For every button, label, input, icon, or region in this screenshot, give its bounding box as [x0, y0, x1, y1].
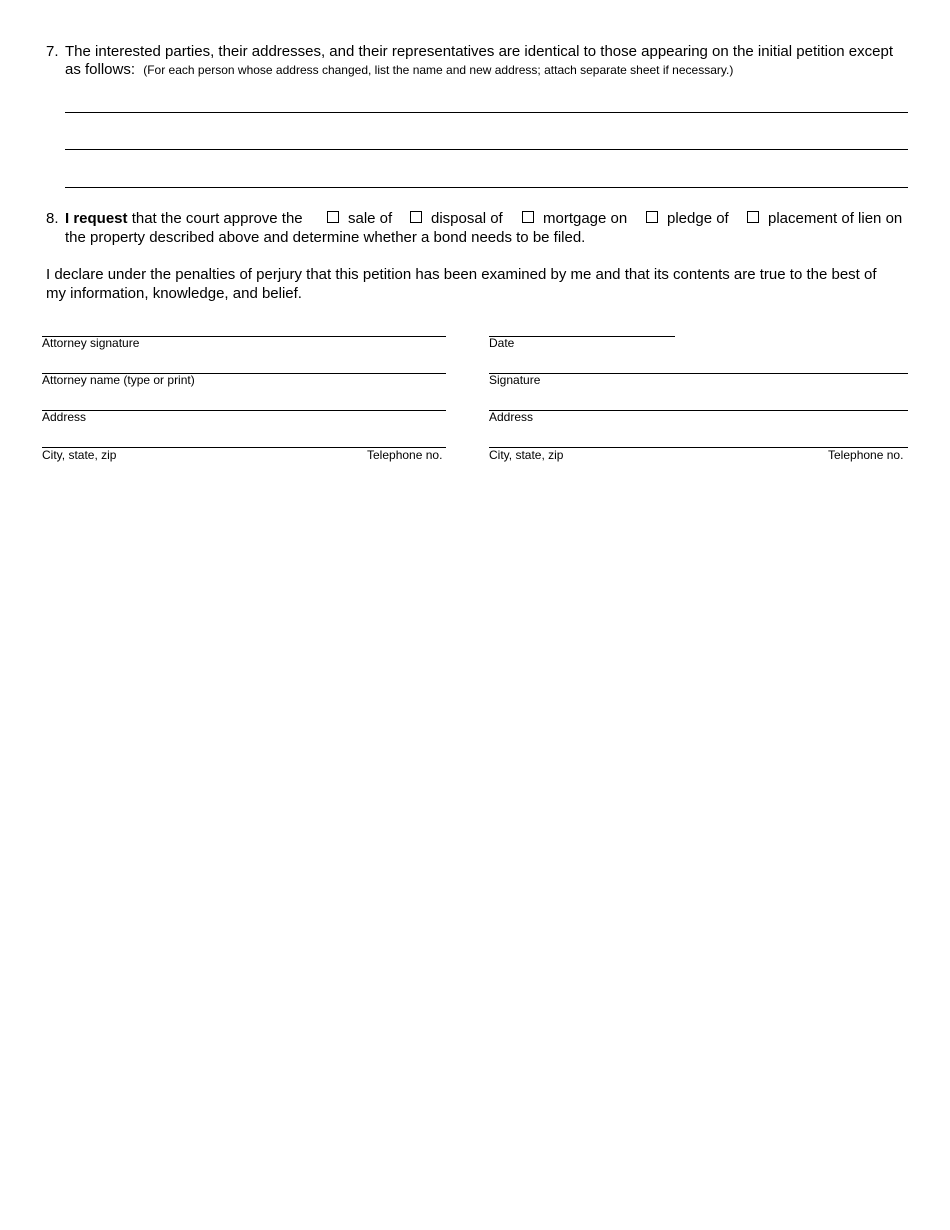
petitioner-city-state-zip-label: City, state, zip	[489, 448, 564, 462]
mortgage-on-label: mortgage on	[543, 210, 628, 227]
attorney-telephone-label: Telephone no.	[367, 448, 443, 462]
item-8-text-line2: the property described above and determine whether a bond needs to be filed.	[65, 229, 586, 246]
attorney-address-line[interactable]	[42, 410, 446, 411]
declaration-line1: I declare under the penalties of perjury that this petition has been examined by me and that its contents are true to the best of	[46, 266, 877, 283]
date-label: Date	[489, 336, 515, 350]
attorney-signature-label: Attorney signature	[42, 336, 140, 350]
sale-of-label: sale of	[348, 210, 393, 227]
pledge-of-checkbox[interactable]	[646, 211, 658, 223]
petitioner-address-label: Address	[489, 410, 534, 424]
disposal-of-label: disposal of	[431, 210, 503, 227]
petitioner-address-line[interactable]	[489, 410, 908, 411]
item-7-fill-line-1[interactable]	[65, 112, 908, 113]
mortgage-on-checkbox[interactable]	[522, 211, 534, 223]
attorney-name-label: Attorney name (type or print)	[42, 373, 195, 387]
petitioner-signature-line[interactable]	[489, 373, 908, 374]
petitioner-signature-label: Signature	[489, 373, 541, 387]
attorney-address-label: Address	[42, 410, 87, 424]
item-8-lead-text: that the court approve the	[131, 210, 303, 227]
item-7-number: 7.	[46, 43, 59, 60]
item-7-instruction-note: (For each person whose address changed, list the name and new address; attach separate sheet if necessary.)	[143, 63, 734, 77]
pledge-of-label: pledge of	[667, 210, 729, 227]
disposal-of-checkbox[interactable]	[410, 211, 422, 223]
item-8-lead	[65, 209, 303, 228]
item-7-as-follows: as follows:	[65, 61, 136, 78]
item-7-text-line1: The interested parties, their addresses, and their representatives are identical to those appearing on the initial petition except	[65, 43, 893, 60]
placement-of-lien-on-label: placement of lien on	[768, 210, 903, 227]
placement-of-lien-on-checkbox[interactable]	[747, 211, 759, 223]
petitioner-telephone-label: Telephone no.	[828, 448, 904, 462]
attorney-city-state-zip-label: City, state, zip	[42, 448, 117, 462]
date-line[interactable]	[489, 336, 675, 337]
item-7-text-line2	[65, 60, 733, 80]
item-7-fill-line-3[interactable]	[65, 187, 908, 188]
item-7-fill-line-2[interactable]	[65, 149, 908, 150]
item-8-number: 8.	[46, 210, 59, 227]
declaration-line2: my information, knowledge, and belief.	[46, 285, 302, 302]
sale-of-checkbox[interactable]	[327, 211, 339, 223]
item-8-bold-lead: I request	[65, 210, 128, 227]
